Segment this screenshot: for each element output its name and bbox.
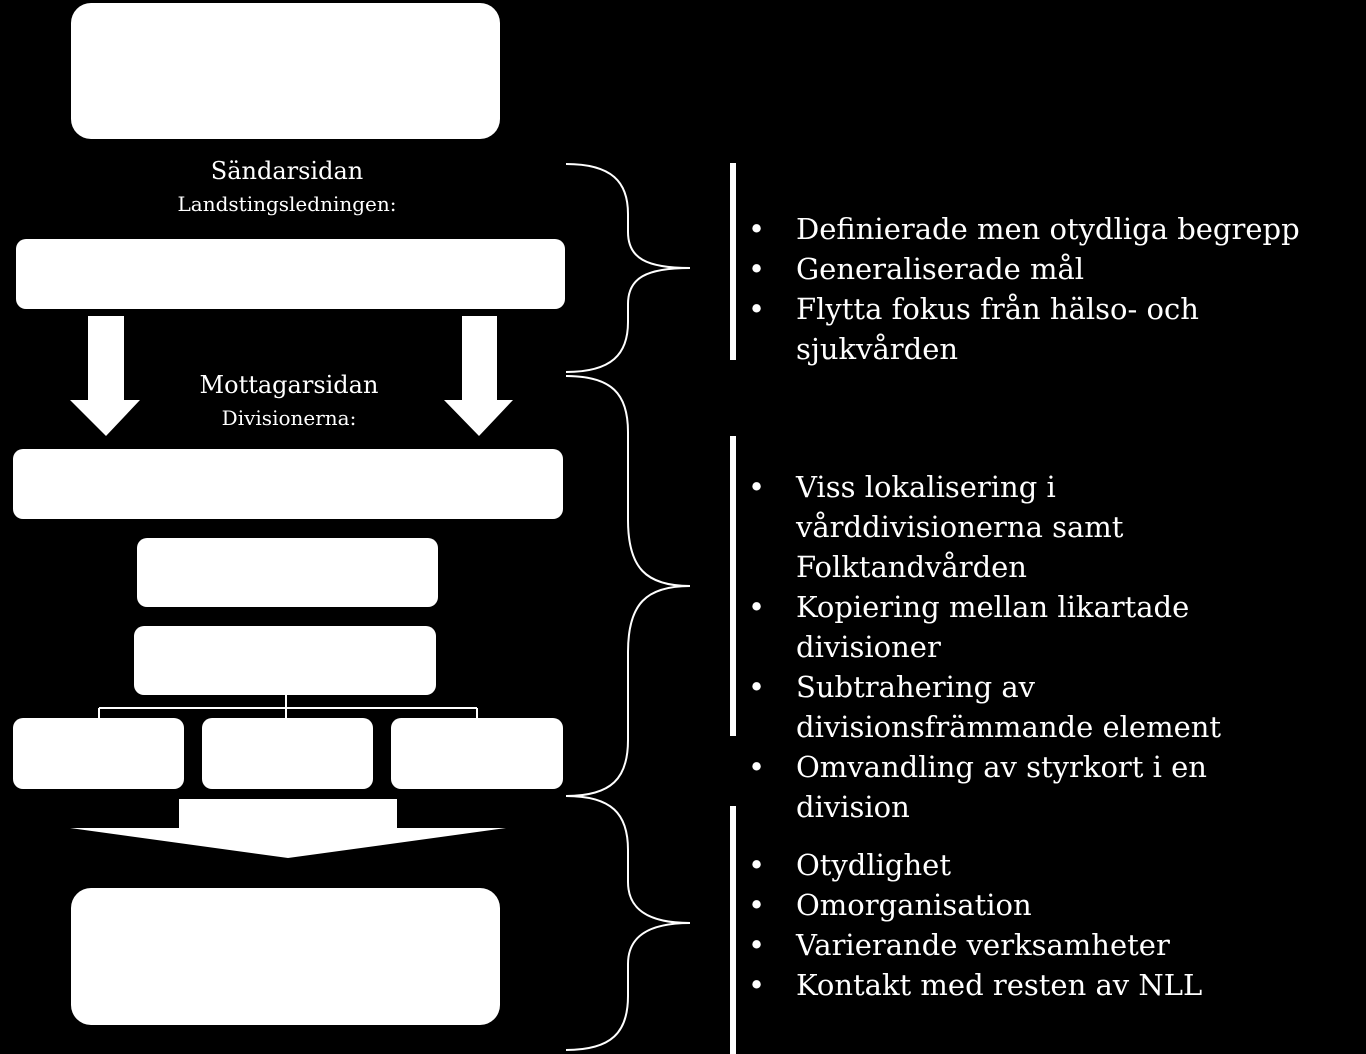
bullet-list-3 bbox=[748, 845, 1202, 1005]
group-bar-1 bbox=[730, 163, 736, 360]
list-item: • Definierade men otydliga begrepp bbox=[748, 209, 1366, 249]
list-item: • Subtrahering av divisionsfrämmande element bbox=[748, 667, 1326, 747]
list-item: • Otydlighet bbox=[748, 845, 1202, 885]
receiver-box bbox=[13, 449, 563, 519]
sender-subtitle: Landstingsledningen: bbox=[177, 192, 397, 216]
sender-box bbox=[16, 239, 565, 309]
leaf-box-2 bbox=[202, 718, 373, 789]
leaf-box-1 bbox=[13, 718, 184, 789]
sender-title: Sändarsidan bbox=[210, 157, 364, 185]
group-bar-3 bbox=[730, 806, 736, 1054]
leaf-box-3 bbox=[391, 718, 563, 789]
receiver-title: Mottagarsidan bbox=[199, 371, 379, 399]
brace-1 bbox=[566, 164, 690, 372]
brace-2 bbox=[566, 376, 690, 796]
down-arrow-left bbox=[70, 316, 140, 436]
list-item: • Generaliserade mål bbox=[748, 249, 1366, 289]
bullet-list-2 bbox=[748, 467, 1308, 827]
list-item: • Varierande verksamheter bbox=[748, 925, 1202, 965]
list-item: • Flytta fokus från hälso- och sjukvården bbox=[748, 289, 1366, 369]
list-item: • Kontakt med resten av NLL bbox=[748, 965, 1202, 1005]
bottom-box bbox=[71, 888, 500, 1025]
tree-connectors bbox=[99, 695, 477, 718]
list-item: • Omvandling av styrkort i en division bbox=[748, 747, 1308, 827]
list-item: • Viss lokalisering i vårddivisionerna samt Folktandvården bbox=[748, 467, 1296, 587]
list-item: • Omorganisation bbox=[748, 885, 1202, 925]
list-item: • Kopiering mellan likartade divisioner bbox=[748, 587, 1308, 667]
down-arrow-right bbox=[444, 316, 513, 436]
braces bbox=[566, 164, 690, 1050]
group-bar-2 bbox=[730, 436, 736, 736]
level2-box bbox=[134, 626, 436, 695]
level1-box bbox=[137, 538, 438, 607]
brace-3 bbox=[566, 796, 690, 1050]
bullet-list-1 bbox=[748, 209, 1366, 369]
receiver-subtitle: Divisionerna: bbox=[221, 406, 357, 430]
top-box bbox=[71, 3, 500, 139]
down-block-arrow bbox=[70, 799, 506, 858]
